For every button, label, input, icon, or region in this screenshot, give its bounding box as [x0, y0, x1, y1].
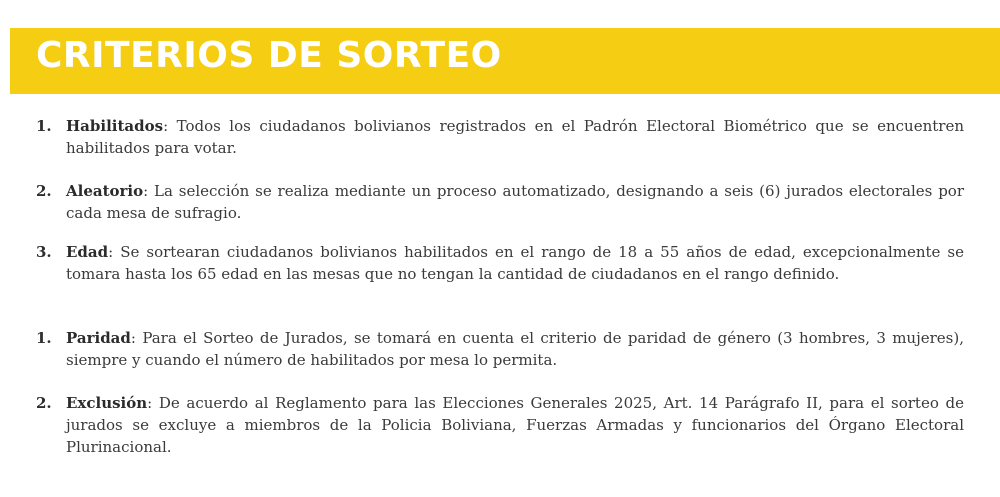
- criterion-separator: :: [143, 182, 155, 200]
- criterion-edad: [36, 241, 964, 285]
- criterion-exclusion: [36, 392, 964, 458]
- criterion-separator: :: [108, 243, 121, 261]
- criterion-term: Habilitados: [66, 117, 164, 135]
- criterion-habilitados: [36, 115, 964, 159]
- criterion-term: Edad: [66, 243, 109, 261]
- criterion-separator: :: [147, 394, 159, 412]
- criterion-body: [66, 327, 964, 371]
- criterion-text: Se sortearan ciudadanos bolivianos habilitados en el rango de 18 a 55 años de edad, excepcionalmente se tomara hasta los 65 edad en las mesas que no tengan la cantidad de ciudadanos en el rango definido.: [66, 243, 965, 283]
- page-title: CRITERIOS DE SORTEO: [36, 35, 502, 76]
- criterion-number: 2.: [36, 394, 52, 412]
- criterion-term: Aleatorio: [66, 182, 144, 200]
- criterion-body: [66, 180, 964, 224]
- criterion-aleatorio: [36, 180, 964, 224]
- criterion-number: 3.: [36, 243, 52, 261]
- title-banner: [10, 28, 1000, 94]
- criterion-number: 1.: [36, 329, 52, 347]
- criterion-text: La selección se realiza mediante un proceso automatizado, designando a seis (6) jurados electorales por cada mesa de sufragio.: [66, 182, 964, 222]
- criterion-paridad: [36, 327, 964, 371]
- criterion-text: Para el Sorteo de Jurados, se tomará en cuenta el criterio de paridad de género (3 hombres, 3 mujeres), siempre y cuando el número de habilitados por mesa lo permita.: [66, 329, 964, 369]
- criterion-text: Todos los ciudadanos bolivianos registrados en el Padrón Electoral Biométrico que se encuentren habilitados para votar.: [66, 117, 964, 157]
- criterion-term: Exclusión: [66, 394, 148, 412]
- criterion-separator: :: [163, 117, 177, 135]
- criterion-separator: :: [130, 329, 143, 347]
- criterion-body: [66, 392, 964, 458]
- criterion-term: Paridad: [66, 329, 131, 347]
- criterion-body: [66, 241, 964, 285]
- criterion-text: De acuerdo al Reglamento para las Elecciones Generales 2025, Art. 14 Parágrafo II, para el sorteo de jurados se excluye a miembros de la Policia Boliviana, Fuerzas Armadas y funcionarios del Órgano Electoral Plurinacional.: [66, 394, 964, 456]
- criterion-body: [66, 115, 964, 159]
- criterion-number: 1.: [36, 117, 52, 135]
- criterion-number: 2.: [36, 182, 52, 200]
